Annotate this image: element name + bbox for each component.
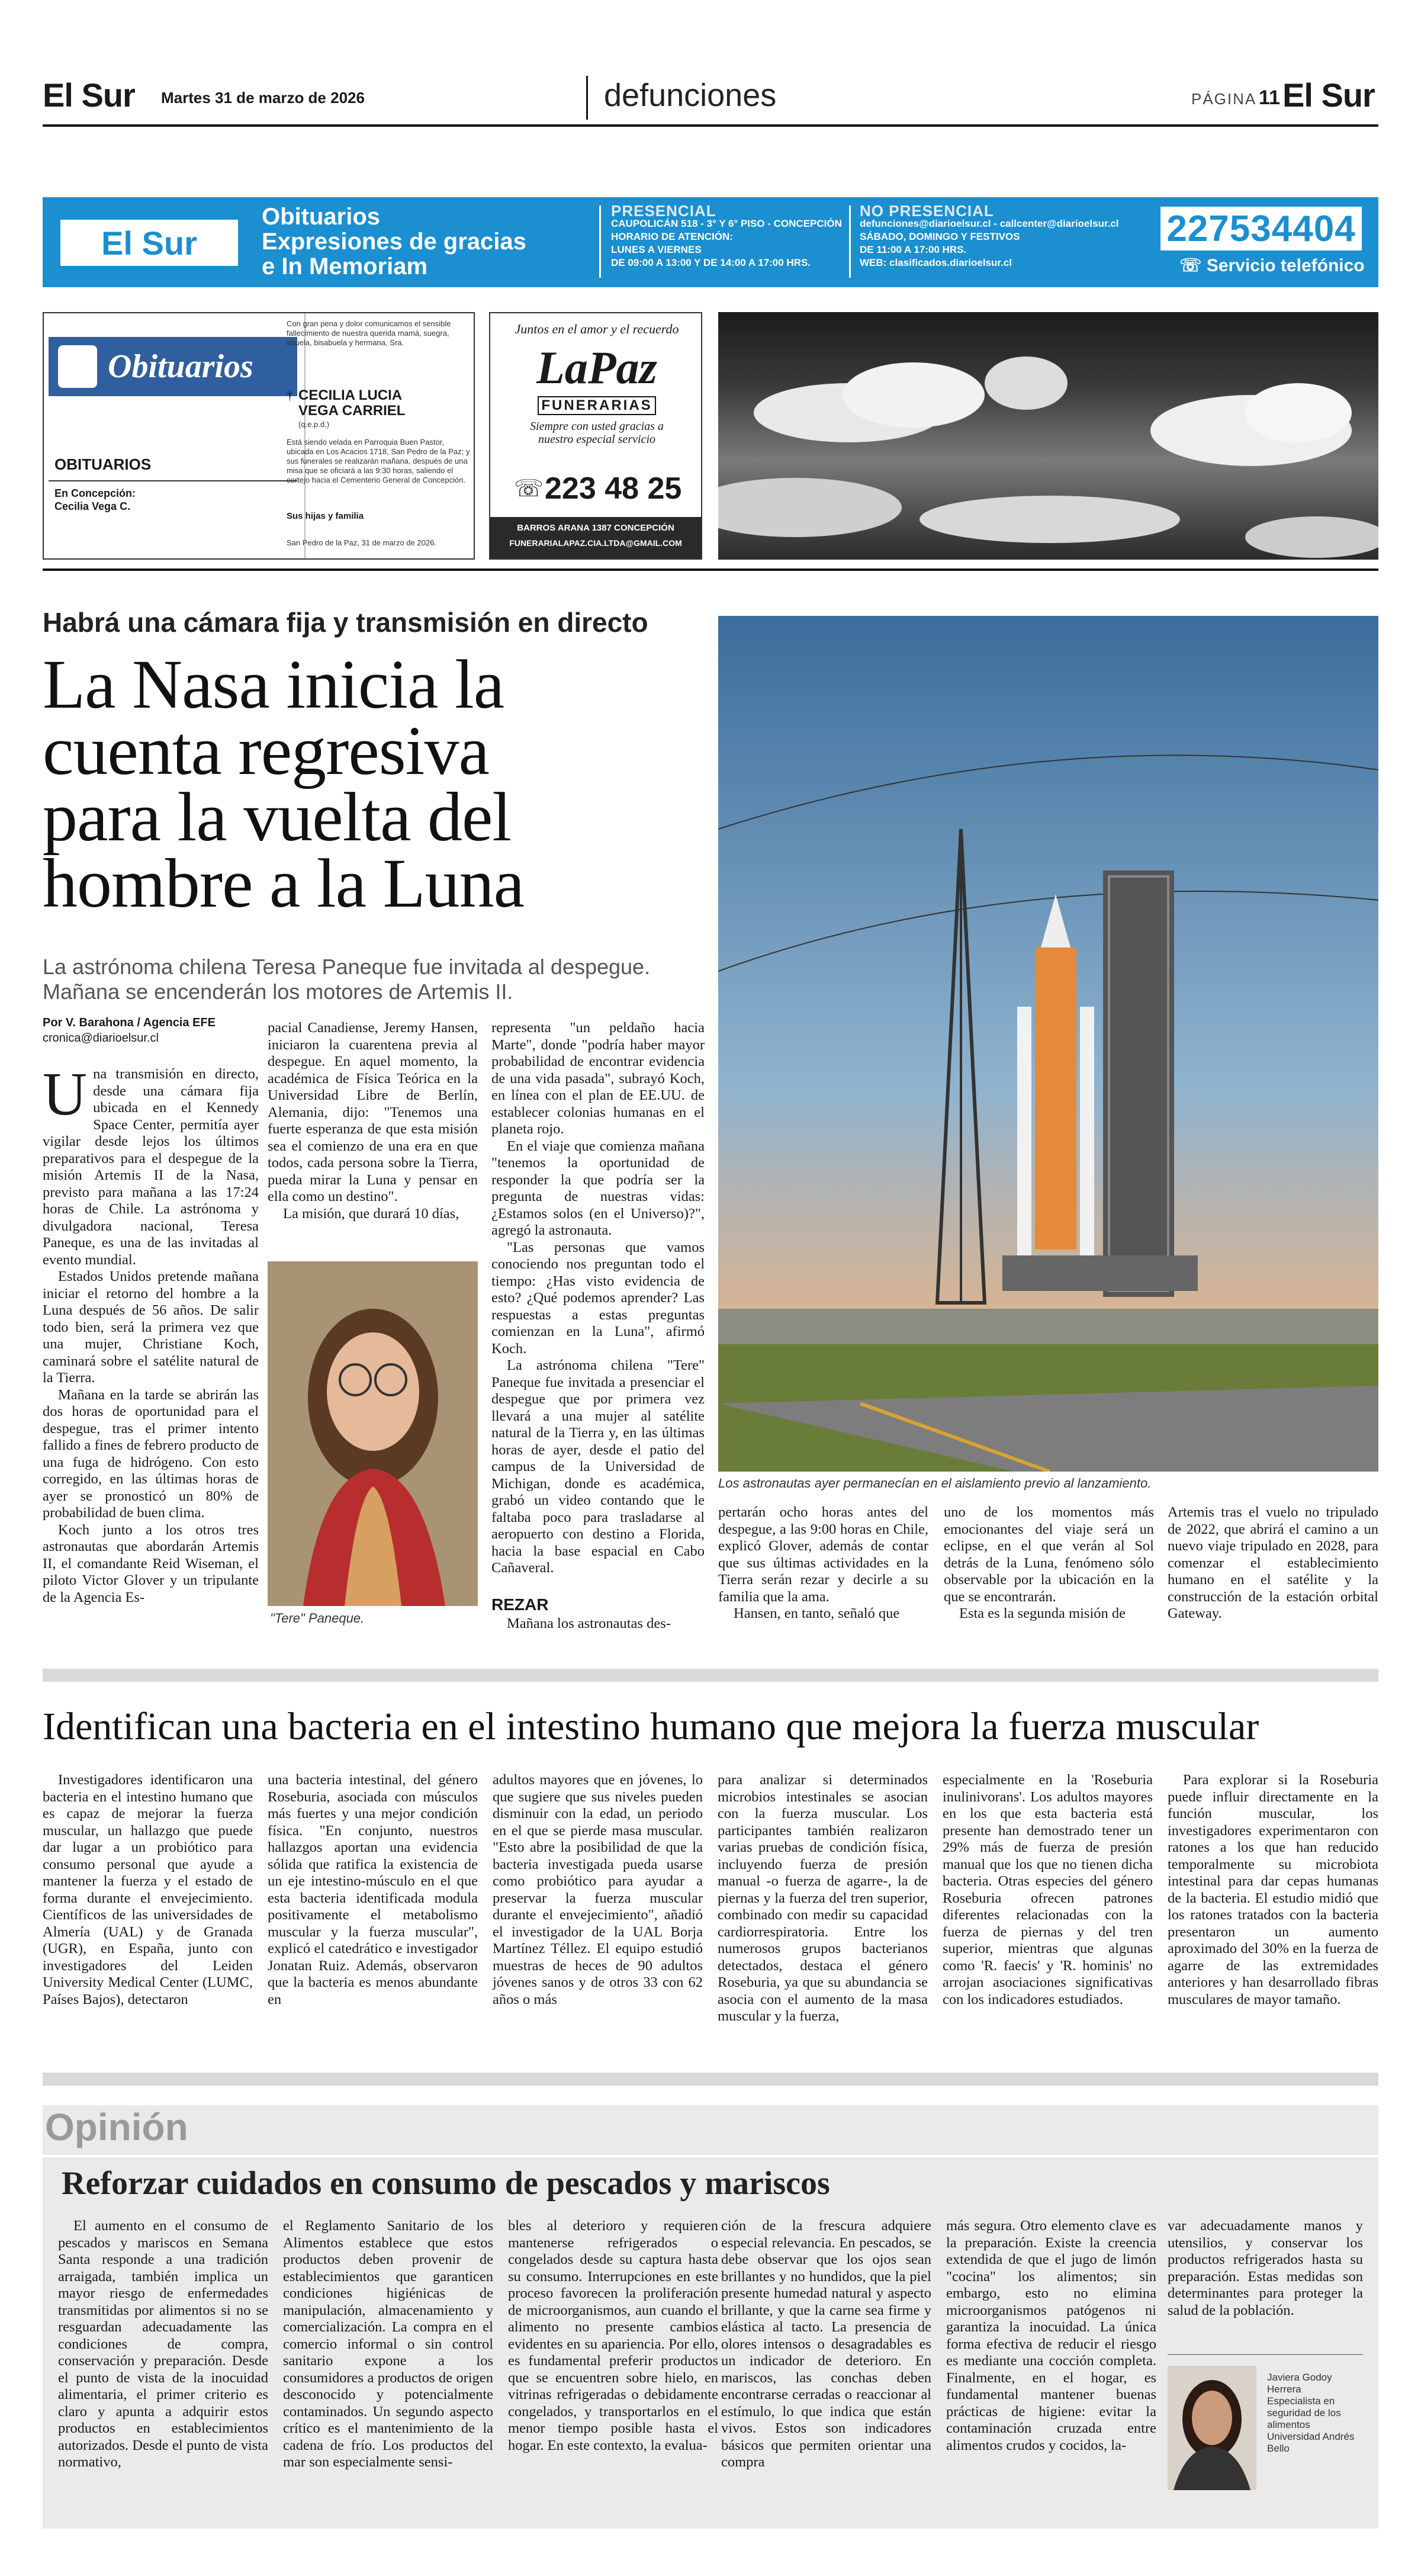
banner-phone-caption: ☏ Servicio telefónico — [1179, 256, 1365, 275]
banner-presencial: PRESENCIAL CAUPOLICÁN 518 - 3° Y 6° PISO - CONCEPCIÓN HORARIO DE ATENCIÓN: LUNES A VIERNES DE 09:00 A 13:00 Y DE 14:00 A 17:00 HRS. — [611, 202, 842, 268]
story-column-1: Una transmisión en directo, desde una cámara fija ubicada en el Kennedy Space Center, permitía ayer vigilar desde lejos los últimos preparativos para el despegue de la misión Artemis II de la Nasa, previsto para mañana a las 17:24 horas de Chile. La astrónoma y divulgadora nacional, Teresa Paneque, es una de las invitadas al evento mundial. Estados Unidos pretende mañana iniciar el retorno del hombre a la Luna después de 56 años. De salir todo bien, será la primera vez que una mujer, Christiane Koch, caminará sobre el satélite natural de la Tierra. Mañana en la tarde se abrirán las dos horas de oportunidad para el despegue, tras el primer intento fallido a fines de febrero producto de una fuga de hidrógeno. Con esto corregido, en las últimas horas de ayer se pronosticó un 80% de probabilidad de buen clima. Koch junto a los otros tres astronautas que abordarán Artemis II, el comandante Reid Wiseman, el piloto Victor Glover y un tripulante de la Agencia Es- — [43, 1060, 259, 1605]
issue-date: Martes 31 de marzo de 2026 — [161, 89, 365, 107]
bacteria-column-4: para analizar si determinados microbios intestinales se asocian con la fuerza muscular. Los participantes también realizaron varias pruebas de condición física, incluyendo fuerza de presión manual -o fuerza de agarre-, la de piernas y la fuerza del tren superior, combinado con medir su capacidad cardiorrespiratoria. Entre los numerosos grupos bacterianos detectados, destaca el género Roseburia, ya que su abundancia se asocia con el aumento de la masa muscular y la fuerza, — [718, 1772, 928, 2024]
bacteria-column-2: una bacteria intestinal, del género Roseburia, asociada con músculos más fuertes y una mejor condición física. "En conjunto, nuestros hallazgos aportan una evidencia sólida que ratifica la existencia de un eje intestino-músculo en el que esta bacteria identificada modula positivamente el metabolismo muscular y la fuerza muscular", explicó el catedrático e investigador Jonatan Ruiz. Además, observaron que la bacteria es menos abundante en — [268, 1772, 478, 2008]
story-column-4: pertarán ocho horas antes del despegue, a las 9:00 horas en Chile, explicó Glover, además de contar que sus últimas actividades en la Tierra serán rezar y decirle a su familia que la ama. Hansen, en tanto, señaló que — [718, 1504, 928, 1621]
ad-subbrand: FUNERARIAS — [538, 396, 656, 415]
page-number: 11 — [1259, 86, 1280, 109]
obituary-signature: Sus hijas y familia — [287, 511, 364, 521]
header-divider — [586, 76, 588, 120]
obituary-notice — [43, 312, 475, 560]
phone-icon: ☏ — [514, 475, 544, 502]
bacteria-headline: Identifican una bacteria en el intestino humano que mejora la fuerza muscular — [43, 1705, 1259, 1748]
clouds-illustration — [718, 312, 1378, 560]
deceased-name: CECILIA LUCIA VEGA CARRIEL — [298, 387, 406, 419]
banner-separator — [599, 205, 601, 278]
ad-footer: BARROS ARANA 1387 CONCEPCIÓN FUNERARIALAPAZ.CIA.LTDA@GMAIL.COM — [490, 517, 701, 558]
phone-icon: ☏ — [1179, 256, 1202, 275]
story-column-3-tail: Mañana los astronautas des- — [507, 1615, 671, 1631]
opinion-headline: Reforzar cuidados en consumo de pescados y mariscos — [62, 2165, 830, 2202]
obituary-place-date: San Pedro de la Paz, 31 de marzo de 2026. — [287, 538, 436, 547]
story-column-5: uno de los momentos más emocionantes del viaje será un eclipse, en el que verán al Sol detrás de la Luna, fenómeno sólo observable por la ubicación en la que se encontrarán. Esta es la segunda misión de — [944, 1504, 1154, 1621]
ad-tagline: Juntos en el amor y el recuerdo — [515, 322, 679, 336]
masthead-brand-left: El Sur — [43, 76, 135, 114]
section-name: defunciones — [604, 78, 777, 113]
story-column-3: representa "un peldaño hacia Marte", donde "podría haber mayor probabilidad de encontrar evidencia de una vida pasada", subrayó Koch, en línea con el plan de EE.UU. de establecer colonias humanas en el planeta rojo. En el viaje que comienza mañana "tenemos la oportunidad de responder la que podría ser la pregunta de nuestras vidas: ¿Estamos solos (en el Universo)?", agregó la astronauta. "Las personas que vamos conociendo nos preguntan todo el tiempo: ¿Has visto evidencia de esto? ¿Qué podemos aprender? Las respuestas a estas preguntas comienzan en la Luna", afirmó Koch. La astrónoma chilena "Tere" Paneque fue invitada a presenciar el despegue que por primera vez llevará a una mujer al satélite natural de la Tierra y, en las últimas horas de ayer, desde el patio del campus de la Universidad de Michigan, donde es académica, grabó un video contando que le faltaba poco para trasladarse al aeropuerto con destino a Florida, hacia la base espacial en Cabo Cañaveral. — [491, 1020, 705, 1576]
author-info: Javiera Godoy Herrera Especialista en seguridad de los alimentos Universidad Andrés Bello — [1267, 2372, 1355, 2454]
opinion-separator — [43, 2073, 1378, 2086]
obituary-rule — [49, 480, 297, 481]
rocket-caption: Los astronautas ayer permanecían en el aislamiento previo al lanzamiento. — [718, 1476, 1152, 1491]
obituary-intro: Con gran pena y dolor comunicamos el sensible fallecimiento de nuestra querida mamá, suegra, abuela, bisabuela y hermana, Sra. — [287, 319, 451, 347]
opinion-section-title: Opinión — [45, 2106, 188, 2148]
story-subhead: REZAR — [491, 1595, 549, 1614]
story-column-6: Artemis tras el vuelo no tripulado de 2022, que abrirá el camino a un nuevo viaje tripulado en 2028, para comenzar el establecimiento humano en el satélite y la construcción de la estación orbital Gateway. — [1168, 1504, 1378, 1621]
classifieds-banner — [43, 197, 1378, 287]
page-label: PÁGINA — [1191, 90, 1257, 108]
rocket-photo — [718, 616, 1378, 1472]
bacteria-column-1: Investigadores identificaron una bacteria en el intestino humano que es capaz de mejorar la fuerza muscular, un hallazgo que puede dar lugar a un probiótico para consumo personal que ayude a mantener la fuerza y el estado de forma durante el envejecimiento. Científicos de las universidades de Almería (UAL) y de Granada (UGR), en España, junto con investigadores del Leiden University Medical Center (LUMC, Países Bajos), detectaron — [43, 1772, 253, 2008]
author-avatar — [1168, 2366, 1256, 2490]
portrait-illustration — [268, 1261, 478, 1606]
opinion-column-3: bles al deterioro y requieren mantenerse refrigerados o congelados desde su captura hasta su consumo. Interrupciones en este proceso favorecen la proliferación de microorganismos, aun cuando el alimento no presente cambios evidentes en su apariencia. Por ello, es fundamental preferir productos que se encuentren sobre hielo, en vitrinas refrigeradas o debidamente congelados, y transportarlos en el menor tiempo posible hasta el hogar. En este contexto, la evalua- — [508, 2218, 718, 2453]
opinion-column-2: el Reglamento Sanitario de los Alimentos establece que estos productos deben provenir de establecimientos que garanticen condiciones higiénicas de manipulación, almacenamiento y comercialización. La compra en el comercio informal o sin control sanitario expone a los consumidores a productos de origen desconocido y potencialmente contaminados. Un segundo aspecto crítico es el mantenimiento de la cadena de frío. Los productos del mar son especialmente sensi- — [283, 2218, 493, 2470]
cross-icon: † — [287, 388, 293, 403]
opinion-column-6: var adecuadamente manos y utensilios, y conservar los productos refrigerados hasta su preparación. Estas medidas son determinantes para proteger la salud de la población. — [1168, 2218, 1363, 2318]
story-headline: La Nasa inicia la cuenta regresiva para la vuelta del hombre a la Luna — [43, 645, 524, 922]
portrait-caption: "Tere" Paneque. — [270, 1611, 365, 1626]
opinion-column-5: más segura. Otro elemento clave es la preparación. Existe la creencia extendida de que el jugo de limón "cocina" los alimentos; sin embargo, esto no elimina microorganismos patógenos ni garantiza la inocuidad. La única forma efectiva de reducir el riesgo es mediante una cocción completa. Finalmente, en el hogar, es fundamental mantener buenas prácticas de higiene: evitar la contaminación cruzada entre alimentos crudos y cocidos, la- — [946, 2218, 1156, 2453]
drop-cap: U — [43, 1060, 88, 1128]
bacteria-column-3: adultos mayores que en jóvenes, lo que sugiere que sus niveles pueden disminuir con la edad, un periodo en el que se pierde masa muscular. "Esto abre la posibilidad de que la bacteria investigada pueda usarse como probiótico para ayudar a preservar la fuerza muscular durante el envejecimiento", añadió el investigador de la UAL Borja Martínez Téllez. El equipo estudió muestras de heces de 90 adultos jóvenes sanos y de otros 33 con 62 años o más — [493, 1772, 703, 2008]
obituary-label: OBITUARIOS — [54, 455, 152, 473]
dove-icon — [58, 345, 97, 388]
opinion-rule — [43, 2155, 1378, 2157]
ad-brand: LaPaz — [536, 342, 657, 393]
obituary-divider — [304, 313, 306, 558]
masthead-brand-right: El Sur — [1282, 76, 1375, 114]
funeral-home-ad — [489, 312, 702, 560]
ad-phone[interactable]: 223 48 25 — [545, 471, 682, 506]
story-column-2: pacial Canadiense, Jeremy Hansen, iniciaron la cuarentena previa al despegue. En aquel momento, la académica de Física Teórica en la Universidad Libre de Berlín, Alemania, dijo: "Tenemos una fuerte esperanza de que esta misión sea el comienzo de una era en que todos, cada persona sobre la Tierra, pueda mirar la Luna y pensar en ella como un destino". La misión, que durará 10 días, — [268, 1020, 478, 1222]
story-kicker: Habrá una cámara fija y transmisión en directo — [43, 607, 648, 638]
opinion-column-4: ción de la frescura adquiere especial relevancia. En pescados, se debe observar que los ojos sean brillantes y no hundidos, que la piel presente humedad natural y aspecto brillante, y que la carne sea firme y elástica al tacto. La presencia de olores intensos o desagradables es un indicador de deterioro. En mariscos, las conchas deben encontrarse cerradas o reaccionar al estímulo, lo que indica que están vivos. Estos son indicadores básicos que permiten orientar una compra — [721, 2218, 931, 2470]
ad-slogan: Siempre con usted gracias a nuestro especial servicio — [530, 420, 664, 446]
rocket-illustration — [718, 616, 1378, 1472]
clouds-photo — [718, 312, 1378, 560]
header-rule — [43, 124, 1378, 127]
portrait-photo — [268, 1261, 478, 1606]
banner-title: Obituarios Expresiones de gracias e In Memoriam — [262, 204, 526, 280]
banner-no-presencial: NO PRESENCIAL defunciones@diarioelsur.cl - callcenter@diarioelsur.cl SÁBADO, DOMINGO Y FESTIVOS DE 11:00 A 17:00 HRS. WEB: clasificados.diarioelsur.cl — [860, 202, 1119, 268]
obituary-details: Está siendo velada en Parroquia Buen Pastor, ubicada en Los Acacios 1718, San Pedro de la Paz; y sus funerales se realizarán mañana, después de una misa que se oficiará a las 9:30 horas, saliendo el cortejo hacia el Cementerio General de Concepción. — [287, 438, 470, 484]
opinion-section — [43, 2105, 1378, 2529]
story-byline: Por V. Barahona / Agencia EFE cronica@diarioelsur.cl — [43, 1016, 216, 1045]
story-separator — [43, 1669, 1378, 1682]
banner-logo: El Sur — [60, 220, 238, 266]
section-rule — [43, 568, 1378, 571]
bacteria-column-5: especialmente en la 'Roseburia inulinivorans'. Los adultos mayores en los que esta bacteria está presente han demostrado tener un 29% más de fuerza de presión manual que los que no tienen dicha bacteria. Otras especies del género Roseburia ofrecen patrones diferentes relacionadas con la fuerza de piernas y del tren superior, mientras que algunas como 'R. faecis' y 'R. hominis' no arrojan asociaciones significativas con los indicadores estudiados. — [943, 1772, 1153, 2008]
banner-phone[interactable]: 227534404 — [1160, 207, 1362, 250]
author-rule — [1168, 2354, 1363, 2355]
obituary-rip: (q.e.p.d.) — [298, 420, 330, 429]
banner-separator — [849, 205, 851, 278]
obituary-name-index: Cecilia Vega C. — [54, 500, 131, 512]
obituary-logo: Obituarios — [49, 337, 297, 396]
bacteria-column-6: Para explorar si la Roseburia puede influir directamente en la función muscular, los investigadores experimentaron con ratones a los que han reducido temporalmente su microbiota intestinal para dar cepas humanas de la bacteria. El estudio midió que los ratones tratados con la bacteria presentaron un aumento aproximado del 30% en la fuerza de agarre de las extremidades anteriores y han desarrollado fibras musculares de mayor tamaño. — [1168, 1772, 1378, 2008]
story-deck: La astrónoma chilena Teresa Paneque fue invitada al despegue. Mañana se encenderán los motores de Artemis II. — [43, 955, 651, 1004]
obituary-location: En Concepción: — [54, 487, 136, 499]
author-portrait-illustration — [1168, 2366, 1256, 2490]
opinion-column-1: El aumento en el consumo de pescados y mariscos en Semana Santa responde a una tradición arraigada, también implica un mayor riesgo de enfermedades transmitidas por alimentos si no se resguardan adecuadamente las condiciones de compra, conservación y preparación. Desde el punto de vista de la inocuidad alimentaria, el primer criterio es claro y apunta a adquirir estos productos en establecimientos autorizados. Desde el punto de vista normativo, — [58, 2218, 268, 2470]
